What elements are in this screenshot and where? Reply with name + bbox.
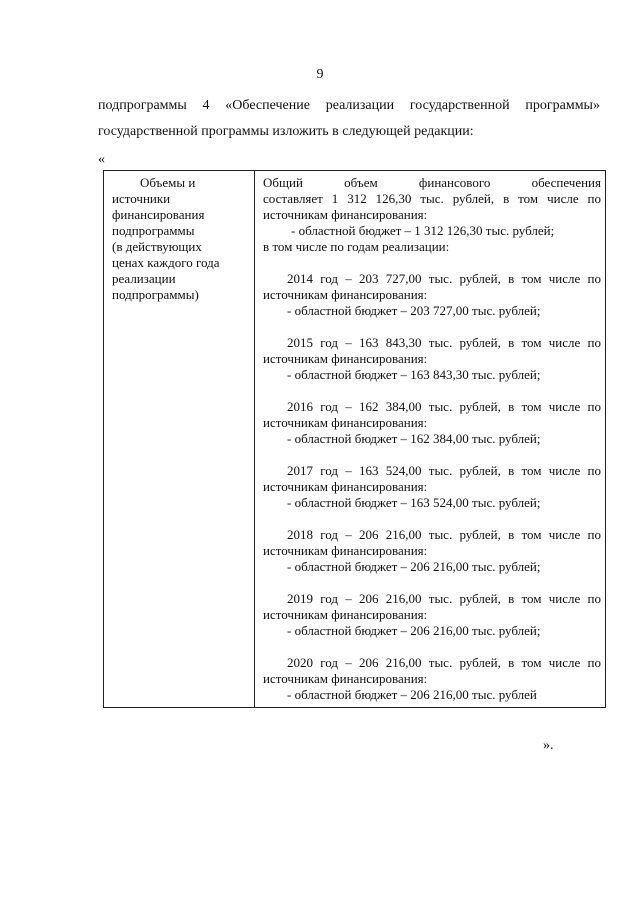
close-quote: ». [543, 738, 554, 753]
intro-word: государственной [409, 98, 510, 113]
year-total-line: 2018 год – 206 216,00 тыс. рублей, в том числе по [287, 527, 601, 542]
intro-line-2: государственной программы изложить в следующей редакции: [98, 124, 474, 139]
label-line: (в действующих [112, 239, 202, 254]
page-number: 9 [316, 67, 324, 82]
label-line: реализации [112, 271, 176, 286]
year-block-2015 [263, 335, 601, 383]
year-total-line: 2014 год – 203 727,00 тыс. рублей, в том числе по [287, 271, 601, 286]
summary-line: источникам финансирования: [263, 207, 428, 222]
year-block-2014 [263, 271, 601, 319]
label-line: источники [112, 191, 171, 206]
year-budget-line: - областной бюджет – 206 216,00 тыс. рублей; [287, 623, 541, 638]
year-budget-line: - областной бюджет – 206 216,00 тыс. рублей [287, 687, 537, 702]
financing-table [103, 170, 606, 708]
year-total-line: 2015 год – 163 843,30 тыс. рублей, в том числе по [287, 335, 601, 350]
year-budget-line: - областной бюджет – 203 727,00 тыс. рублей; [287, 303, 541, 318]
table-row [104, 171, 606, 708]
label-line: ценах каждого года [112, 255, 220, 270]
year-total-line: 2017 год – 163 524,00 тыс. рублей, в том числе по [287, 463, 601, 478]
year-budget-line: - областной бюджет – 163 843,30 тыс. рублей; [287, 367, 541, 382]
open-quote: « [98, 152, 105, 167]
financing-label-cell [104, 171, 255, 708]
year-total-line: 2020 год – 206 216,00 тыс. рублей, в том числе по [287, 655, 601, 670]
financing-details-cell [255, 171, 606, 708]
summary-line: - областной бюджет – 1 312 126,30 тыс. рублей; [291, 223, 555, 238]
year-block-2017 [263, 463, 601, 511]
intro-word: 4 [202, 98, 210, 113]
summary-line: Общий объем финансового обеспечения [263, 175, 601, 190]
year-source-line: источникам финансирования: [263, 479, 428, 494]
label-line: Объемы и [140, 175, 196, 190]
intro-word: реализации [325, 98, 395, 113]
label-line: финансирования [112, 207, 205, 222]
year-block-2019 [263, 591, 601, 639]
year-source-line: источникам финансирования: [263, 287, 428, 302]
intro-word: «Обеспечение [225, 98, 310, 113]
year-block-2016 [263, 399, 601, 447]
summary-line: в том числе по годам реализации: [263, 239, 450, 254]
label-line: подпрограммы [112, 223, 195, 238]
year-source-line: источникам финансирования: [263, 415, 428, 430]
label-line: подпрограммы) [112, 287, 199, 302]
year-budget-line: - областной бюджет – 162 384,00 тыс. рублей; [287, 431, 541, 446]
summary-block [263, 175, 601, 255]
year-total-line: 2016 год – 162 384,00 тыс. рублей, в том числе по [287, 399, 601, 414]
year-source-line: источникам финансирования: [263, 351, 428, 366]
year-budget-line: - областной бюджет – 163 524,00 тыс. рублей; [287, 495, 541, 510]
year-source-line: источникам финансирования: [263, 607, 428, 622]
intro-word: программы» [525, 98, 600, 113]
intro-line-1 [98, 98, 600, 114]
year-source-line: источникам финансирования: [263, 543, 428, 558]
year-source-line: источникам финансирования: [263, 671, 428, 686]
year-block-2018 [263, 527, 601, 575]
year-total-line: 2019 год – 206 216,00 тыс. рублей, в том числе по [287, 591, 601, 606]
year-block-2020 [263, 655, 601, 703]
year-budget-line: - областной бюджет – 206 216,00 тыс. рублей; [287, 559, 541, 574]
summary-line: составляет 1 312 126,30 тыс. рублей, в том числе по [263, 191, 601, 206]
intro-word: подпрограммы [98, 98, 187, 113]
